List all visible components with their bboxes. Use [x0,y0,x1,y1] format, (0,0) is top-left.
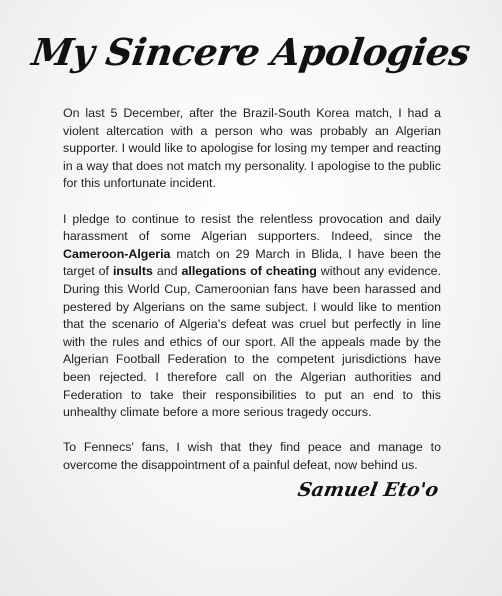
emphasis-allegations: allegations of cheating [181,264,317,279]
signature: Samuel Eto'o [295,479,440,501]
paragraph-harassment-text-3: and [152,264,182,279]
paragraph-harassment-text-1: I pledge to continue to resist the relentless provocation and daily harassment of some Algerian supporters. Indeed, since the [63,211,441,244]
paragraph-harassment-text-4: without any evidence. During this World Cup, Cameroonian fans have been harassed and pestered by Algerians on the same subject. I would like to mention that the scenario of Algeria's defeat was cruel but perfectly in line with the rules and ethics of our sport. All the appeals made by the Algerian Football Federation to the competent jurisdictions have been rejected. I therefore call on the Algerian authorities and Federation to take their responsibilities to put an end to this unhealthy climate before a more serious tragedy occurs. [63,264,441,420]
emphasis-insults: insults [112,264,153,279]
letter-body [63,105,441,474]
letter-heading: My Sincere Apologies [29,30,473,74]
paragraph-harassment [63,211,441,422]
paragraph-incident: On last 5 December, after the Brazil-South Korea match, I had a violent altercation with a person who was probably an Algerian supporter. I would like to apologise for losing my temper and reacting in a way that does not match my personality. I apologise to the public for this unfortunate incident. [63,106,441,191]
paragraph-fennecs-fans: To Fennecs' fans, I wish that they find peace and manage to overcome the disappointment of a painful defeat, now behind us. [63,440,441,472]
emphasis-cameroon-algeria: Cameroon-Algeria [63,246,171,261]
paragraph-harassment-text-2: match on 29 March in Blida, I have been the target of [63,246,441,279]
